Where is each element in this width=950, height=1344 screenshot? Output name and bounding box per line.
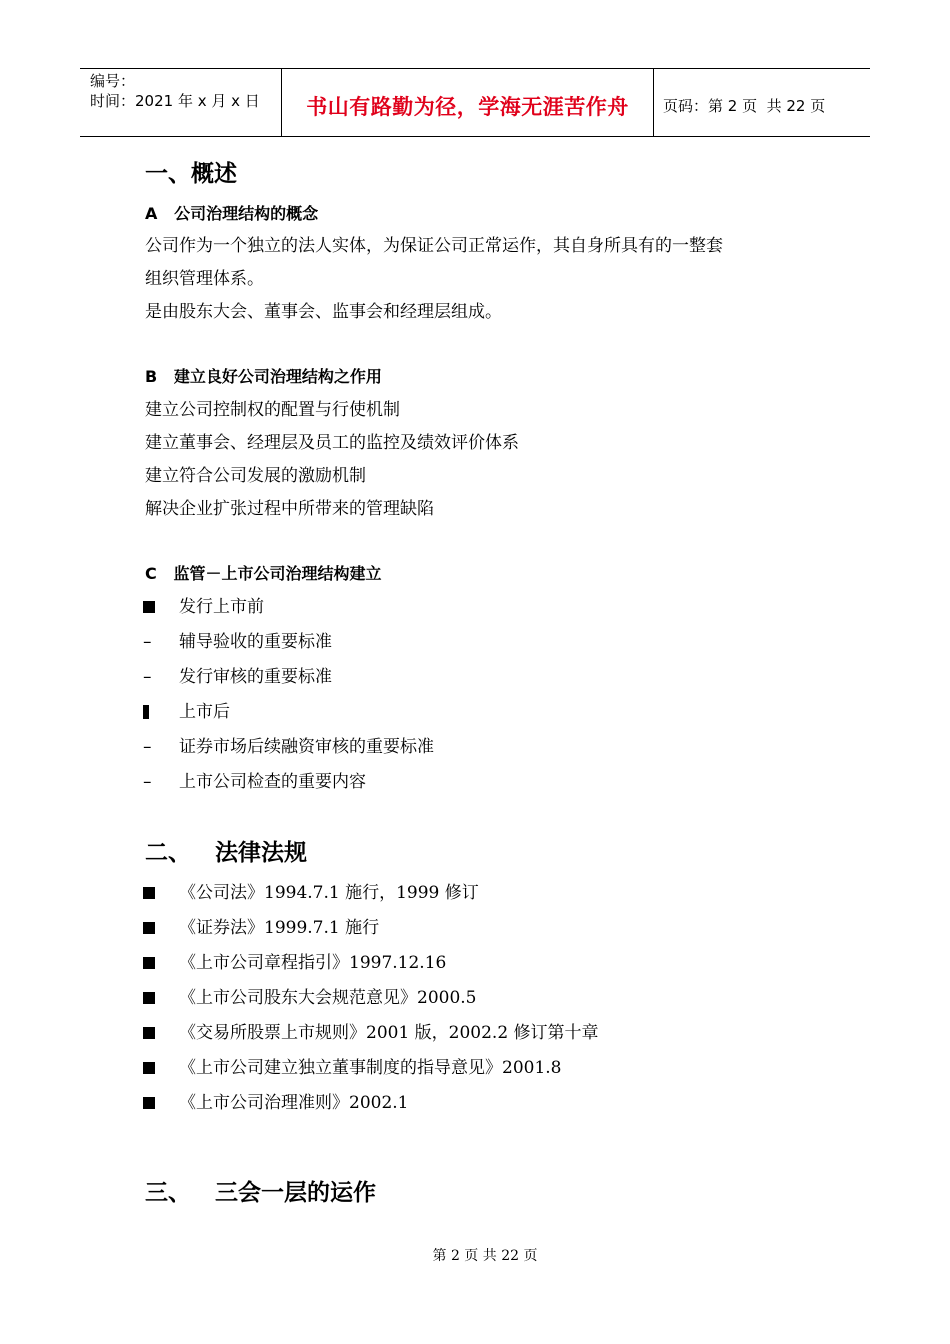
list-item-text: 证券市场后续融资审核的重要标准 xyxy=(179,737,434,757)
list-item-text: 上市公司检查的重要内容 xyxy=(179,772,366,792)
list-item xyxy=(143,1021,599,1046)
list-item-text: 《证券法》1999.7.1 施行 xyxy=(179,918,380,938)
section-1a-line-1: 公司作为一个独立的法人实体，为保证公司正常运作，其自身所具有的一整套 xyxy=(145,236,723,256)
list-item-text: 《上市公司章程指引》1997.12.16 xyxy=(179,953,447,973)
document-header xyxy=(80,68,870,137)
list-item xyxy=(143,770,366,794)
header-motto: 书山有路勤为径，学海无涯苦作舟 xyxy=(282,69,654,136)
list-item xyxy=(143,630,332,654)
list-item-text: 发行上市前 xyxy=(179,597,264,617)
dash-icon: – xyxy=(143,667,152,687)
section-2-title: 二、 法律法规 xyxy=(145,840,308,866)
page-footer: 第 2 页 共 22 页 xyxy=(432,1248,538,1264)
section-1b-line-3: 建立符合公司发展的激励机制 xyxy=(145,466,366,486)
bullet-square-icon xyxy=(143,916,179,941)
list-item-text: 《上市公司治理准则》2002.1 xyxy=(179,1093,409,1113)
list-item xyxy=(143,916,379,941)
section-1b-line-2: 建立董事会、经理层及员工的监控及绩效评价体系 xyxy=(145,433,519,453)
section-1a-line-2: 组织管理体系。 xyxy=(145,269,264,289)
header-time-label: 时间：2021 年 x 月 x 日 xyxy=(90,92,260,110)
list-item xyxy=(143,881,479,906)
list-item xyxy=(143,700,230,726)
bullet-square-icon xyxy=(143,951,179,976)
dash-icon: – xyxy=(143,737,152,757)
section-1-title: 一、概述 xyxy=(145,161,237,187)
dash-icon: – xyxy=(143,772,152,792)
list-item-text: 《上市公司建立独立董事制度的指导意见》2001.8 xyxy=(179,1058,562,1078)
header-meta xyxy=(80,69,282,136)
bullet-square-icon xyxy=(143,881,179,906)
header-page-info-text: 页码：第 2 页 共 22 页 xyxy=(663,97,826,115)
list-item xyxy=(143,1091,408,1116)
section-3-title: 三、 三会一层的运作 xyxy=(145,1180,377,1206)
section-1c-title: C 监管－上市公司治理结构建立 xyxy=(145,564,382,583)
list-item xyxy=(143,665,332,689)
list-item-text: 上市后 xyxy=(179,702,230,722)
list-item-text: 发行审核的重要标准 xyxy=(179,667,332,687)
section-1b-title: B 建立良好公司治理结构之作用 xyxy=(145,367,382,386)
list-item-text: 《交易所股票上市规则》2001 版，2002.2 修订第十章 xyxy=(179,1023,599,1043)
bullet-square-icon xyxy=(143,1091,179,1116)
section-1a-line-3: 是由股东大会、董事会、监事会和经理层组成。 xyxy=(145,302,502,322)
bullet-bar-icon xyxy=(143,700,179,726)
list-item-text: 《上市公司股东大会规范意见》2000.5 xyxy=(179,988,477,1008)
bullet-square-icon xyxy=(143,986,179,1011)
bullet-square-icon xyxy=(143,595,179,620)
section-1a-title: A 公司治理结构的概念 xyxy=(145,204,319,223)
list-item-text: 辅导验收的重要标准 xyxy=(179,632,332,652)
list-item-text: 《公司法》1994.7.1 施行，1999 修订 xyxy=(179,883,479,903)
list-item xyxy=(143,951,446,976)
bullet-square-icon xyxy=(143,1056,179,1081)
list-item xyxy=(143,735,434,759)
list-item xyxy=(143,595,264,620)
section-1b-line-1: 建立公司控制权的配置与行使机制 xyxy=(145,400,400,420)
section-1b-line-4: 解决企业扩张过程中所带来的管理缺陷 xyxy=(145,499,434,519)
list-item xyxy=(143,1056,561,1081)
header-number-label: 编号： xyxy=(90,72,136,90)
dash-icon: – xyxy=(143,632,152,652)
list-item xyxy=(143,986,476,1011)
header-page-info xyxy=(654,69,870,136)
bullet-square-icon xyxy=(143,1021,179,1046)
